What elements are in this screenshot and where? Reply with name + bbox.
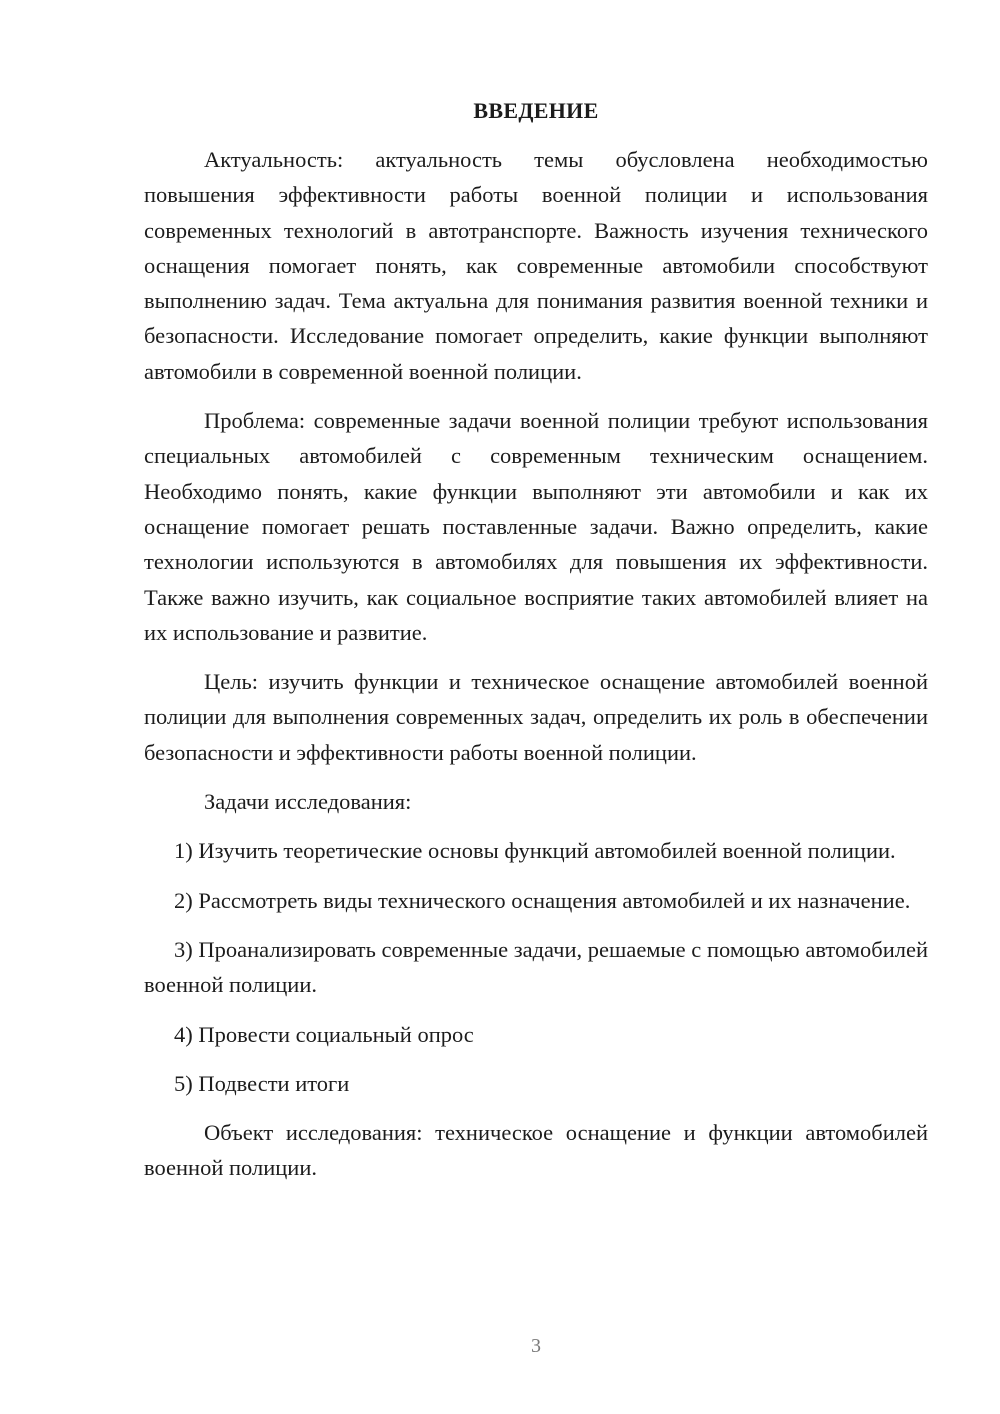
task-item-4: 4) Провести социальный опрос [174,1021,474,1047]
goal-paragraph: Цель: изучить функции и техническое оснащение автомобилей военной полиции для выполнения современных задач, определить их роль в обеспечении безопасности и эффективности работы военной полиции. [144,669,928,765]
page-number: 3 [531,1335,541,1357]
tasks-heading: Задачи исследования: [204,789,412,815]
page-title: ВВЕДЕНИЕ [473,98,599,123]
object-paragraph: Объект исследования: техническое оснащение и функции автомобилей военной полиции. [144,1120,928,1181]
document-body [144,142,928,1200]
document-page [144,0,928,1414]
task-item-1: 1) Изучить теоретические основы функций автомобилей военной полиции. [174,838,896,864]
task-item-2: 2) Рассмотреть виды технического оснащения автомобилей и их назначение. [174,887,911,913]
task-item-3: 3) Проанализировать современные задачи, решаемые с помощью автомобилей военной полиции. [144,936,928,998]
relevance-paragraph: Актуальность: актуальность темы обусловлена необходимостью повышения эффективности работы военной полиции и использования современных технологий в автотранспорте. Важность изучения технического оснащения помогает понять, как современные автомобили способствуют выполнению задач. Тема актуальна для понимания развития военной техники и безопасности. Исследование помогает определить, какие функции выполняют автомобили в современной военной полиции. [144,147,928,384]
task-item-5: 5) Подвести итоги [174,1070,350,1096]
problem-paragraph: Проблема: современные задачи военной полиции требуют использования специальных автомобилей с современным техническим оснащением. Необходимо понять, какие функции выполняют эти автомобили и как их оснащение помогает решать поставленные задачи. Важно определить, какие технологии используются в автомобилях для повышения их эффективности. Также важно изучить, как социальное восприятие таких автомобилей влияет на их использование и развитие. [144,408,928,645]
